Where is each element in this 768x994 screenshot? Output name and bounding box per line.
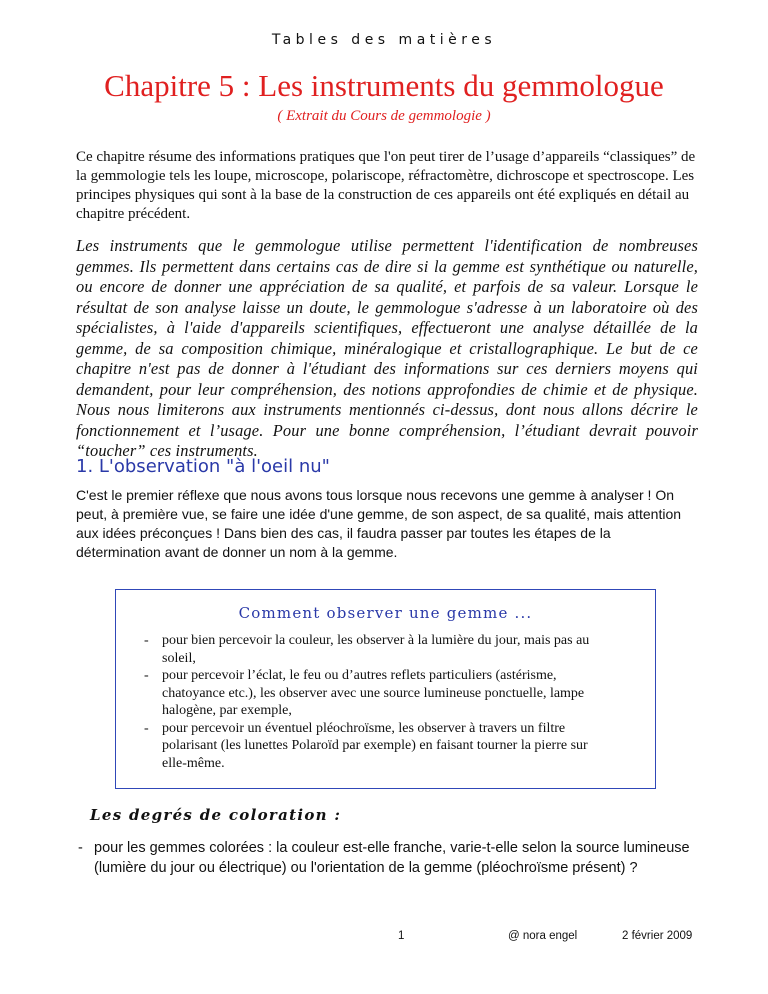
- subsection-heading: Les degrés de coloration :: [90, 806, 342, 824]
- lead-paragraph: Les instruments que le gemmologue utilise permettent l'identification de nombreuses gemmes. Ils permettent dans certains cas de dire si la gemme est synthétique ou naturelle, ou encore de donner une appréciation de sa qualité, et parfois de sa valeur. Lorsque le résultat de son analyse laisse un doute, le gemmologue s'adresse à un laboratoire où des spécialistes, à l'aide d'appareils scientifiques, effectueront une analyse détaillée de la gemme, de sa composition chimique, minéralogique et cristallographique. Le but de ce chapitre n'est pas de donner à l'étudiant des informations sur ces derniers moyens qui demandent, pour leur compréhension, des notions approfondies de chimie et de physique. Nous nous limiterons aux instruments mentionnés ci-dessus, dont nous allons décrire le fonctionnement et l’usage. Pour une bonne compréhension, l’étudiant devrait pouvoir “toucher” ces instruments.: [76, 236, 698, 460]
- list-dash: -: [144, 633, 149, 648]
- list-item: [76, 839, 708, 878]
- list-dash: -: [144, 720, 149, 736]
- chapter-title: Chapitre 5 : Les instruments du gemmologue: [104, 68, 664, 103]
- footer-date: 2 février 2009: [622, 930, 693, 942]
- subsection-list: [76, 839, 708, 878]
- running-header: Tables des matières: [271, 32, 497, 48]
- section-heading-1: 1. L'observation "à l'oeil nu": [76, 456, 330, 477]
- chapter-subtitle: ( Extrait du Cours de gemmologie ): [277, 108, 491, 124]
- list-item-text: pour bien percevoir la couleur, les observer à la lumière du jour, mais pas au soleil,: [162, 633, 590, 666]
- list-dash: -: [78, 840, 83, 856]
- footer-author: @ nora engel: [508, 930, 578, 942]
- tip-box-title: Comment observer une gemme ...: [238, 604, 533, 622]
- list-item-text: pour les gemmes colorées : la couleur est-elle franche, varie-t-elle selon la source lumineuse (lumière du jour ou électrique) ou l'orientation de la gemme (pléochroïsme présent) ?: [94, 840, 690, 876]
- list-item-text: pour percevoir un éventuel pléochroïsme, les observer à travers un filtre polarisant (les lunettes Polaroïd par exemple) en faisant tourner la pierre sur elle-même.: [162, 720, 588, 771]
- list-item: [116, 667, 655, 720]
- list-item-text: pour percevoir l’éclat, le feu ou d’autres reflets particuliers (astérisme, chatoyance etc.), les observer avec une source lumineuse ponctuelle, lampe halogène, par exemple,: [162, 668, 585, 718]
- section-1-body: C'est le premier réflexe que nous avons tous lorsque nous recevons une gemme à analyser ! On peut, à première vue, se faire une idée d'une gemme, de son aspect, de sa qualité, mais attention aux idées préconçues ! Dans bien des cas, il faudra passer par toutes les étapes de la détermination avant de donner un nom à la gemme.: [76, 487, 682, 560]
- list-item: [116, 720, 655, 773]
- list-dash: -: [144, 668, 149, 683]
- tip-box: [115, 589, 656, 789]
- page-number: 1: [398, 930, 405, 942]
- tip-box-list: [116, 632, 655, 772]
- list-item: [116, 632, 655, 667]
- intro-paragraph: Ce chapitre résume des informations pratiques que l'on peut tirer de l’usage d’appareils “classiques” de la gemmologie tels les loupe, microscope, polariscope, réfractomètre, dichroscope et spectroscope. Les principes physiques qui sont à la base de la construction de ces appareils ont été expliqués en détail au chapitre précédent.: [76, 149, 696, 222]
